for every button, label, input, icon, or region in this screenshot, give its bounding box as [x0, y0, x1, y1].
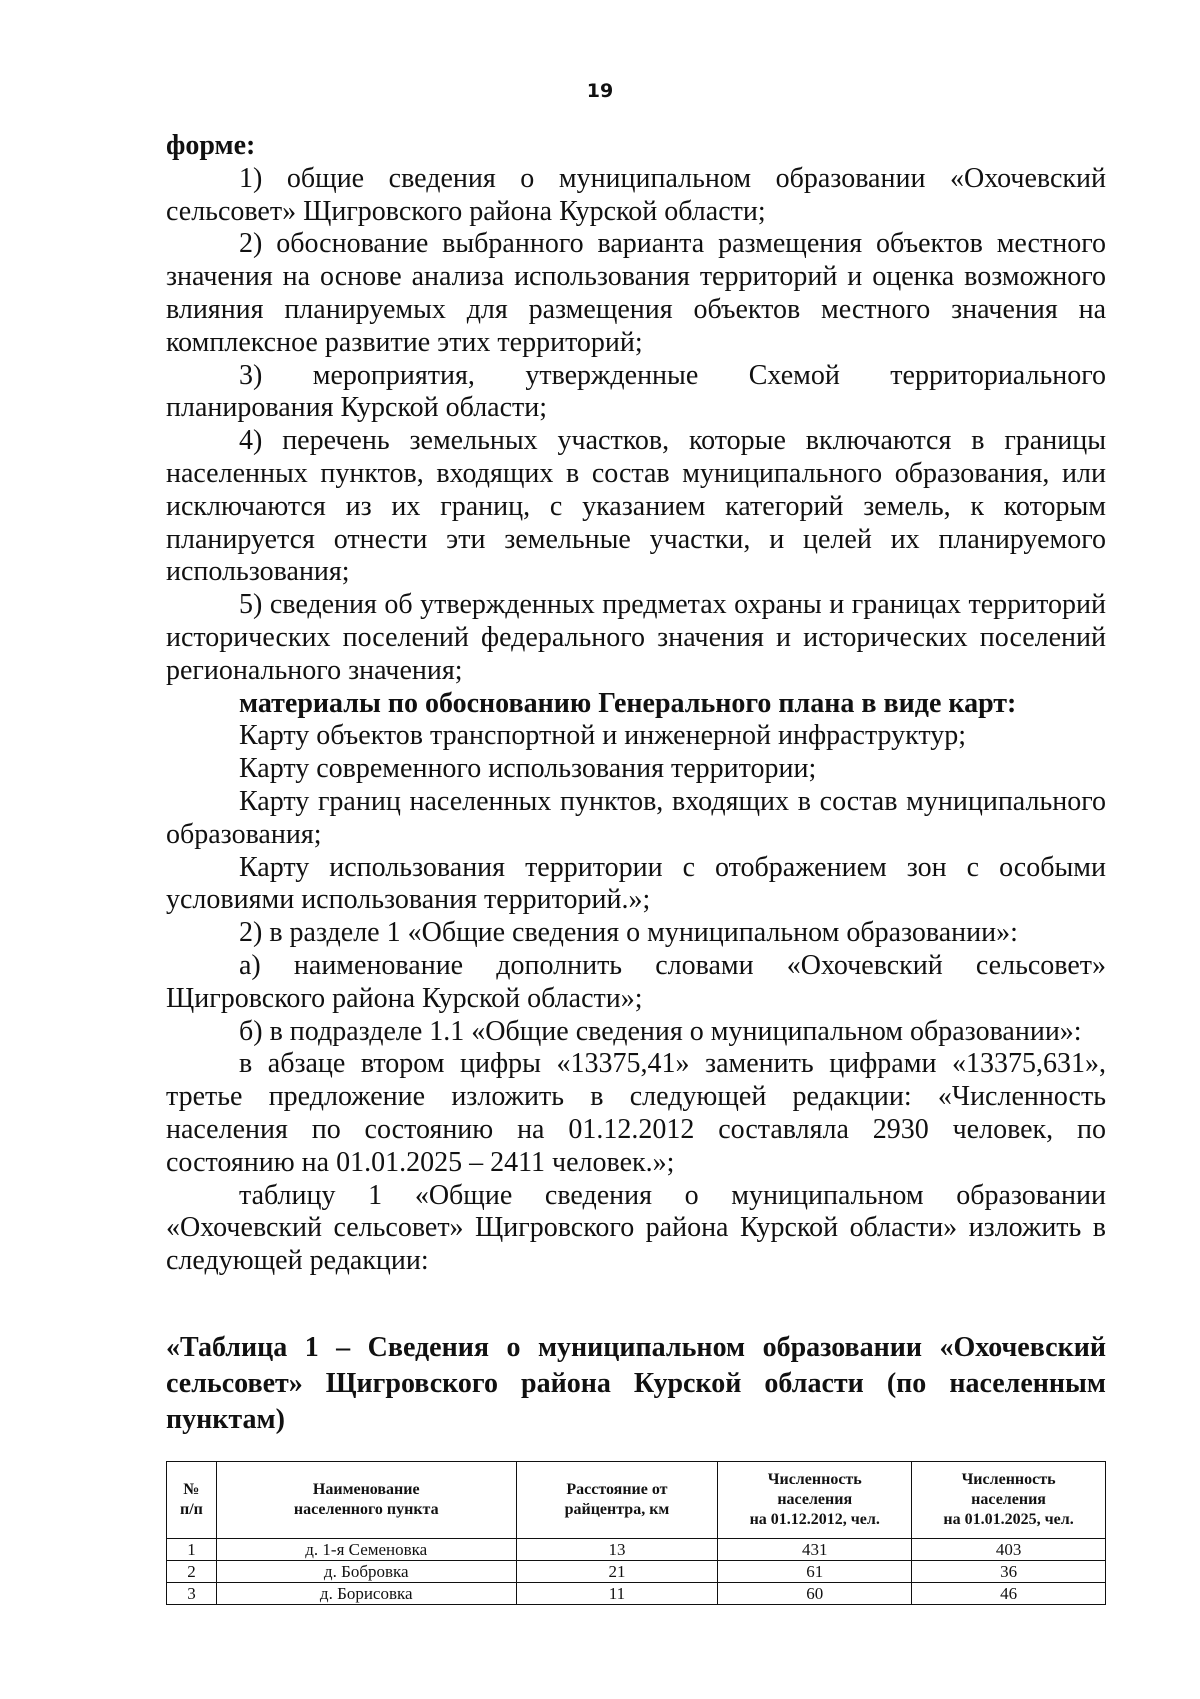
paragraph: а) наименование дополнить словами «Охочевский сельсовет» Щигровского района Курской области»; — [166, 949, 1106, 1014]
page-number: 19 — [586, 80, 614, 102]
cell-number: 2 — [167, 1561, 217, 1583]
table-header-row — [167, 1462, 1106, 1539]
cell-population-2025: 46 — [912, 1583, 1106, 1605]
header-population-2025: Численность населения на 01.01.2025, чел. — [912, 1462, 1106, 1539]
paragraph: 2) обоснование выбранного варианта размещения объектов местного значения на основе анализа использования территорий и оценка возможного влияния планируемых для размещения объектов местного значения на комплексное развитие этих территорий; — [166, 228, 1106, 358]
paragraph: 2) в разделе 1 «Общие сведения о муниципальном образовании»: — [239, 917, 1018, 949]
paragraph: Карту объектов транспортной и инженерной инфраструктур; — [239, 720, 967, 752]
table-row — [167, 1539, 1106, 1561]
paragraph: Карту современного использования территории; — [239, 753, 817, 785]
paragraph: 5) сведения об утвержденных предметах охраны и границах территорий исторических поселений федерального значения и исторических поселений регионального значения; — [166, 589, 1106, 686]
cell-population-2025: 36 — [912, 1561, 1106, 1583]
header-population-2012: Численность населения на 01.12.2012, чел. — [718, 1462, 912, 1539]
paragraph: в абзаце втором цифры «13375,41» заменить цифрами «13375,631», третье предложение изложить в следующей редакции: «Численность населения по состоянию на 01.12.2012 составляла 2930 человек, по состоянию на 01.01.2025 – 2411 человек.»; — [166, 1048, 1106, 1178]
paragraph: 3) мероприятия, утвержденные Схемой территориального планирования Курской области; — [166, 359, 1106, 424]
cell-number: 3 — [167, 1583, 217, 1605]
table-title-text: «Таблица 1 – Сведения о муниципальном образовании «Охочевский сельсовет» Щигровского района Курской области (по населенным пунктам) — [166, 1332, 1106, 1435]
table-row — [167, 1561, 1106, 1583]
cell-number: 1 — [167, 1539, 217, 1561]
paragraph: Карту границ населенных пунктов, входящих в состав муниципального образования; — [166, 785, 1106, 850]
paragraph: таблицу 1 «Общие сведения о муниципальном образовании «Охочевский сельсовет» Щигровского района Курской области» изложить в следующей редакции: — [166, 1179, 1106, 1277]
cell-settlement-name: д. Борисовка — [216, 1583, 516, 1605]
cell-population-2025: 403 — [912, 1539, 1106, 1561]
header-settlement-name: Наименование населенного пункта — [216, 1462, 516, 1539]
cell-settlement-name: д. Бобровка — [216, 1561, 516, 1583]
header-distance: Расстояние от райцентра, км — [516, 1462, 718, 1539]
cell-distance: 11 — [516, 1583, 718, 1605]
table-row — [167, 1583, 1106, 1605]
header-number: № п/п — [167, 1462, 217, 1539]
cell-distance: 21 — [516, 1561, 718, 1583]
paragraph: форме: — [166, 130, 256, 161]
settlements-table — [166, 1461, 1106, 1605]
body-text — [166, 130, 1106, 1278]
section-heading: материалы по обоснованию Генерального плана в виде карт: — [239, 687, 1017, 719]
paragraph: б) в подразделе 1.1 «Общие сведения о муниципальном образовании»: — [239, 1015, 1082, 1047]
paragraph: 4) перечень земельных участков, которые включаются в границы населенных пунктов, входящих в состав муниципального образования, или исключаются из их границ, с указанием категорий земель, к которым планируется отнести эти земельные участки, и целей их планируемого использования; — [166, 425, 1106, 588]
cell-population-2012: 60 — [718, 1583, 912, 1605]
cell-population-2012: 61 — [718, 1561, 912, 1583]
paragraph: 1) общие сведения о муниципальном образовании «Охочевский сельсовет» Щигровского района Курской области; — [166, 162, 1106, 227]
paragraph: Карту использования территории с отображением зон с особыми условиями использования территорий.»; — [166, 851, 1106, 916]
table-title — [166, 1330, 1106, 1438]
cell-settlement-name: д. 1-я Семеновка — [216, 1539, 516, 1561]
cell-population-2012: 431 — [718, 1539, 912, 1561]
cell-distance: 13 — [516, 1539, 718, 1561]
